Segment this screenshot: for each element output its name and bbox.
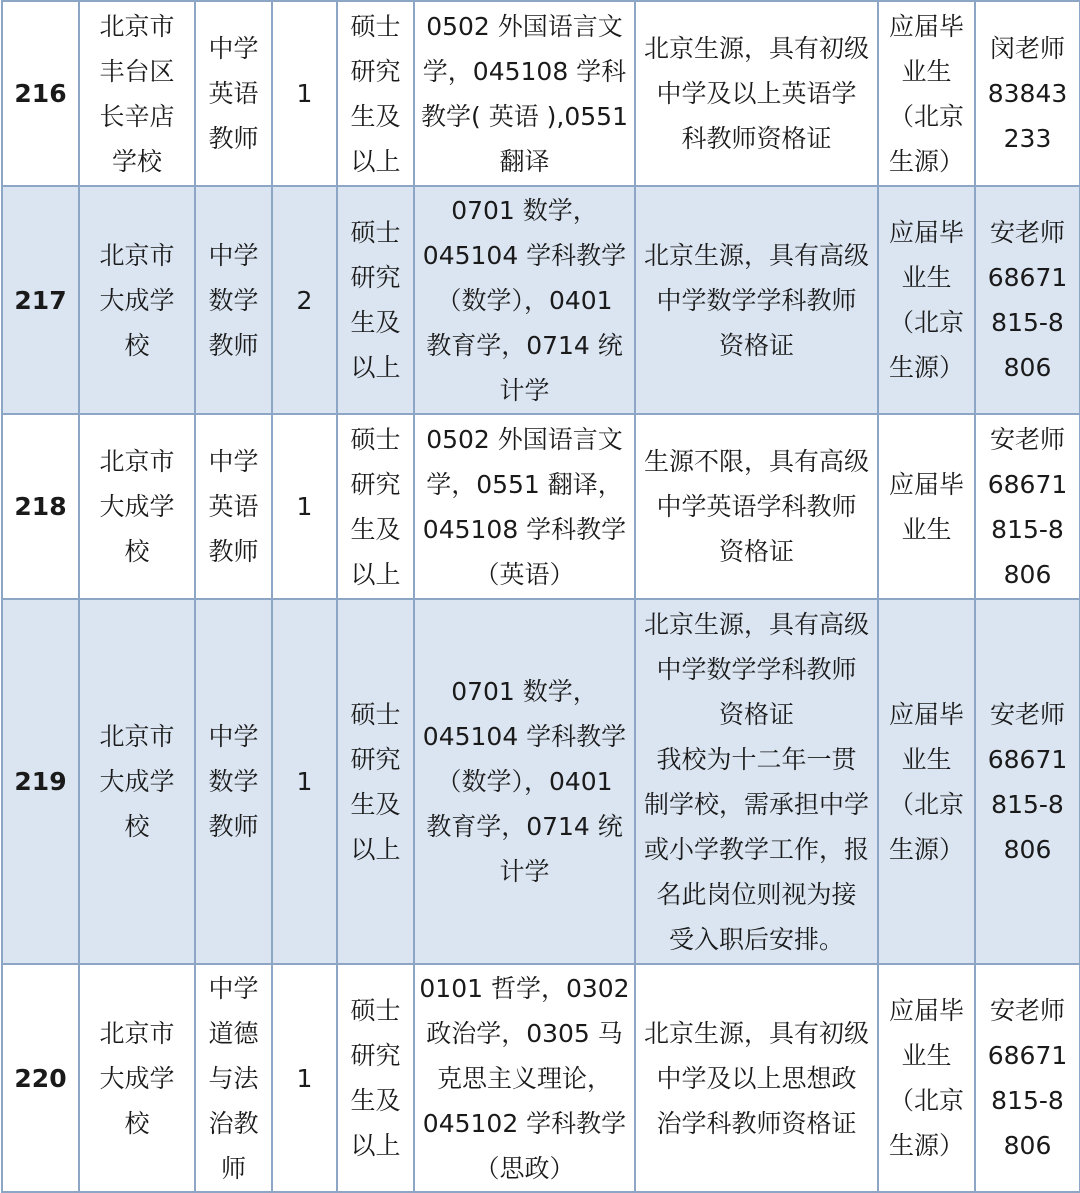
candidate-cell: 应届毕 业生 （北京 生源） <box>878 186 975 414</box>
major-cell: 0701 数学， 045104 学科教学 （数学），0401 教育学，0714 统 计学 <box>414 599 635 964</box>
requirement-cell: 北京生源，具有高级 中学数学学科教师 资格证 <box>635 186 878 414</box>
major-cell: 0701 数学， 045104 学科教学 （数学），0401 教育学，0714 统 计学 <box>414 186 635 414</box>
table-row <box>2 414 1080 599</box>
row-id: 220 <box>2 964 79 1192</box>
post-cell: 中学 数学 教师 <box>195 186 272 414</box>
major-cell: 0101 哲学，0302 政治学，0305 马 克思主义理论， 045102 学科教学 （思政） <box>414 964 635 1192</box>
count-cell: 1 <box>272 964 337 1192</box>
contact-cell: 安老师 68671 815-8 806 <box>975 414 1080 599</box>
degree-cell: 硕士 研究 生及 以上 <box>337 599 414 964</box>
table-row <box>2 964 1080 1192</box>
major-cell: 0502 外国语言文 学，045108 学科 教学( 英语 ),0551 翻译 <box>414 1 635 186</box>
row-id: 219 <box>2 599 79 964</box>
table-row <box>2 1 1080 186</box>
table-row <box>2 186 1080 414</box>
count-cell: 1 <box>272 414 337 599</box>
job-table <box>1 0 1080 1193</box>
school-cell: 北京市 大成学 校 <box>79 414 195 599</box>
requirement-cell: 北京生源，具有初级 中学及以上思想政 治学科教师资格证 <box>635 964 878 1192</box>
contact-cell: 安老师 68671 815-8 806 <box>975 964 1080 1192</box>
count-cell: 2 <box>272 186 337 414</box>
degree-cell: 硕士 研究 生及 以上 <box>337 964 414 1192</box>
count-cell: 1 <box>272 599 337 964</box>
contact-cell: 闵老师 83843 233 <box>975 1 1080 186</box>
job-rows <box>2 1 1080 1192</box>
candidate-cell: 应届毕 业生 <box>878 414 975 599</box>
contact-cell: 安老师 68671 815-8 806 <box>975 186 1080 414</box>
row-id: 218 <box>2 414 79 599</box>
requirement-cell: 生源不限，具有高级 中学英语学科教师 资格证 <box>635 414 878 599</box>
school-cell: 北京市 丰台区 长辛店 学校 <box>79 1 195 186</box>
contact-cell: 安老师 68671 815-8 806 <box>975 599 1080 964</box>
major-cell: 0502 外国语言文 学，0551 翻译， 045108 学科教学 （英语） <box>414 414 635 599</box>
table-row <box>2 599 1080 964</box>
row-id: 217 <box>2 186 79 414</box>
degree-cell: 硕士 研究 生及 以上 <box>337 1 414 186</box>
degree-cell: 硕士 研究 生及 以上 <box>337 414 414 599</box>
school-cell: 北京市 大成学 校 <box>79 964 195 1192</box>
post-cell: 中学 英语 教师 <box>195 1 272 186</box>
school-cell: 北京市 大成学 校 <box>79 599 195 964</box>
candidate-cell: 应届毕 业生 （北京 生源） <box>878 599 975 964</box>
post-cell: 中学 数学 教师 <box>195 599 272 964</box>
post-cell: 中学 道德 与法 治教 师 <box>195 964 272 1192</box>
requirement-cell: 北京生源，具有高级 中学数学学科教师 资格证 我校为十二年一贯 制学校，需承担中学 或小学教学工作，报 名此岗位则视为接 受入职后安排。 <box>635 599 878 964</box>
row-id: 216 <box>2 1 79 186</box>
candidate-cell: 应届毕 业生 （北京 生源） <box>878 1 975 186</box>
count-cell: 1 <box>272 1 337 186</box>
school-cell: 北京市 大成学 校 <box>79 186 195 414</box>
requirement-cell: 北京生源，具有初级 中学及以上英语学 科教师资格证 <box>635 1 878 186</box>
candidate-cell: 应届毕 业生 （北京 生源） <box>878 964 975 1192</box>
degree-cell: 硕士 研究 生及 以上 <box>337 186 414 414</box>
post-cell: 中学 英语 教师 <box>195 414 272 599</box>
